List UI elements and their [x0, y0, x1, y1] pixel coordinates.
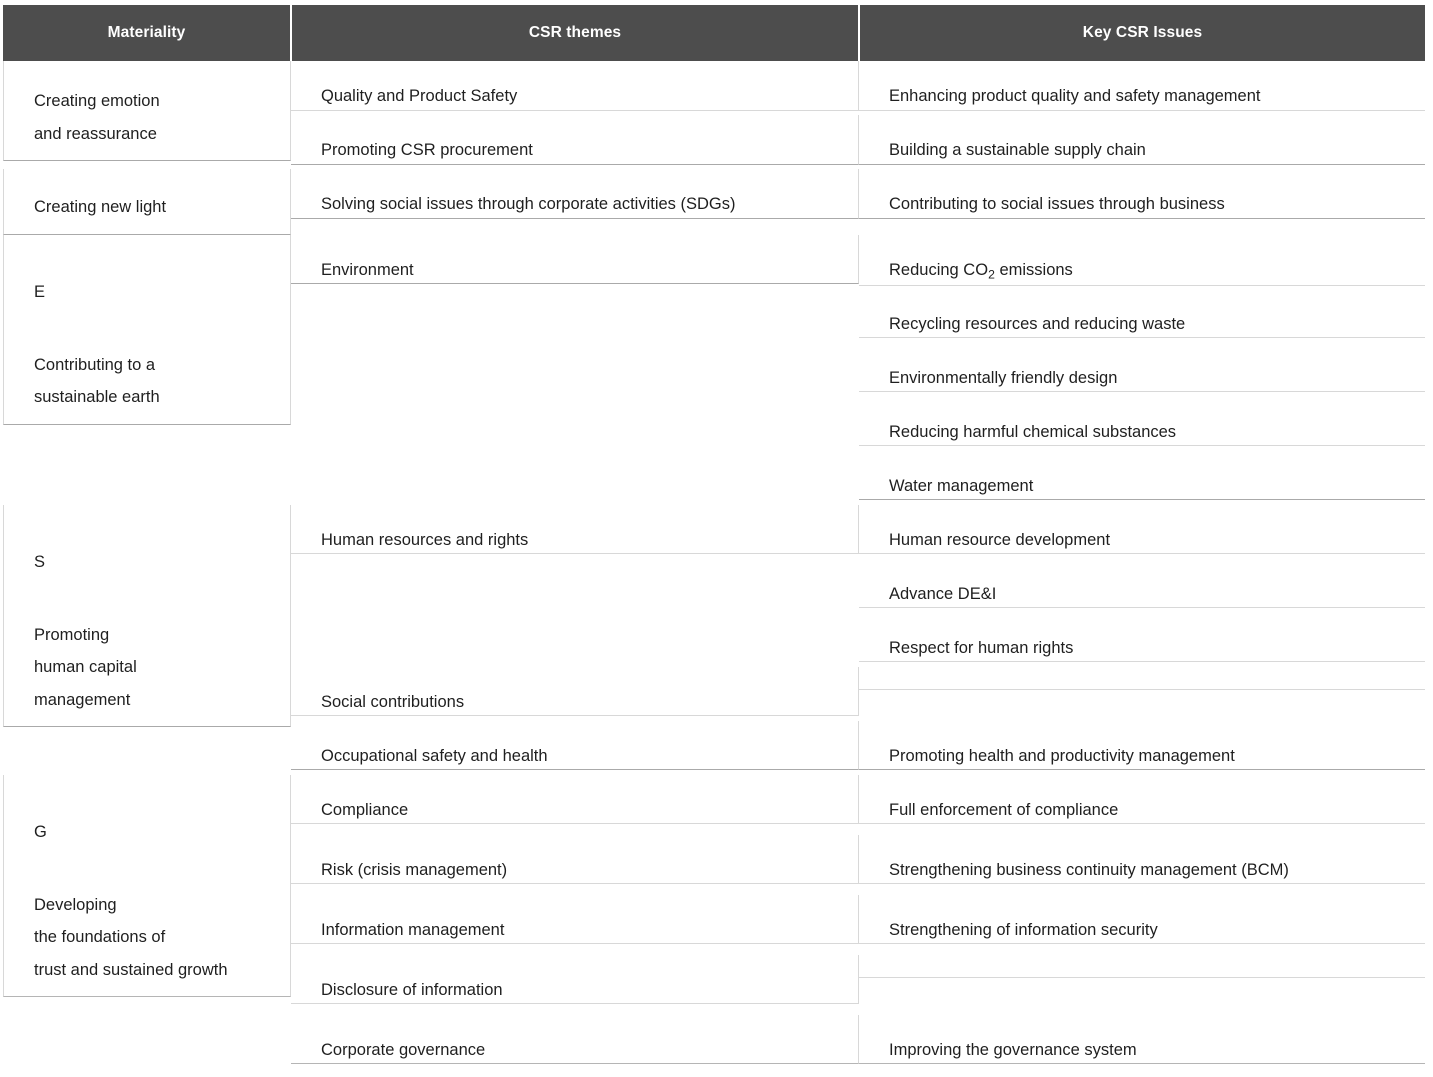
table-header — [3, 5, 1425, 61]
key-issue-text: Reducing CO — [889, 260, 989, 279]
col-header-csr-themes: CSR themes — [291, 5, 859, 61]
key-issue-label: Full enforcement of compliance — [859, 775, 1425, 825]
key-issue-label: Strengthening of information security — [859, 895, 1425, 945]
materiality-group-label — [3, 169, 291, 235]
header-row — [3, 5, 1425, 61]
key-issue-cell — [859, 397, 1425, 451]
csr-theme-label: Corporate governance — [291, 1015, 859, 1065]
key-issue-label: Enhancing product quality and safety management — [859, 61, 1425, 111]
csr-theme-label: Quality and Product Safety — [291, 61, 859, 111]
materiality-group-label — [3, 505, 291, 728]
key-issue-label: Recycling resources and reducing waste — [859, 289, 1425, 339]
key-issue-label — [859, 235, 1425, 286]
materiality-group-cell — [3, 775, 291, 1077]
key-issue-label: Promoting health and productivity management — [859, 721, 1425, 771]
csr-theme-cell — [291, 1015, 859, 1077]
key-issue-cell — [859, 343, 1425, 397]
key-issue-label: Advance DE&I — [859, 559, 1425, 609]
key-issue-cell — [859, 1015, 1425, 1077]
key-issue-text-tail: emissions — [994, 260, 1073, 279]
key-issue-cell — [859, 721, 1425, 775]
key-issue-label — [859, 955, 1425, 978]
key-issue-label: Respect for human rights — [859, 613, 1425, 663]
key-issue-cell — [859, 835, 1425, 895]
key-issue-cell — [859, 613, 1425, 667]
table-row — [3, 775, 1425, 835]
materiality-group-cell — [3, 505, 291, 775]
materiality-esg-letter: S — [34, 552, 46, 571]
csr-theme-cell — [291, 115, 859, 169]
key-issue-label: Strengthening business continuity management (BCM) — [859, 835, 1425, 885]
col-header-materiality: Materiality — [3, 5, 291, 61]
key-issue-cell — [859, 235, 1425, 289]
csr-theme-cell — [291, 505, 859, 667]
materiality-title-line: Contributing to a — [34, 355, 156, 374]
csr-theme-cell — [291, 61, 859, 115]
materiality-title-line: management — [34, 690, 131, 709]
table-row — [3, 505, 1425, 559]
key-issue-cell — [859, 289, 1425, 343]
csr-theme-label: Disclosure of information — [291, 955, 859, 1005]
materiality-title-line: Developing — [34, 895, 117, 914]
materiality-title — [34, 889, 276, 987]
csr-theme-cell — [291, 667, 859, 721]
key-issue-cell — [859, 895, 1425, 955]
table-body — [3, 61, 1425, 1077]
key-issue-cell — [859, 451, 1425, 505]
materiality-title-line: Promoting — [34, 625, 110, 644]
key-issue-cell — [859, 955, 1425, 1015]
csr-theme-cell — [291, 955, 859, 1015]
table-row — [3, 61, 1425, 115]
key-issue-label: Human resource development — [859, 505, 1425, 555]
materiality-title-line: Creating emotion — [34, 92, 160, 110]
key-issue-label: Building a sustainable supply chain — [859, 115, 1425, 165]
materiality-group-cell — [3, 235, 291, 505]
col-header-key-csr-issues: Key CSR Issues — [859, 5, 1425, 61]
key-issue-cell — [859, 559, 1425, 613]
materiality-title-line: trust and sustained growth — [34, 960, 228, 979]
key-issue-label: Contributing to social issues through business — [859, 169, 1425, 219]
table-row — [3, 235, 1425, 289]
key-issue-label: Environmentally friendly design — [859, 343, 1425, 393]
csr-theme-label: Promoting CSR procurement — [291, 115, 859, 165]
materiality-title-line: Creating new light — [34, 198, 167, 216]
subscript-2: 2 — [988, 266, 995, 281]
materiality-title-line: and reassurance — [34, 124, 157, 143]
csr-theme-label: Environment — [291, 235, 859, 285]
key-issue-label — [859, 667, 1425, 690]
csr-theme-label: Risk (crisis management) — [291, 835, 859, 885]
materiality-title-line: sustainable earth — [34, 388, 160, 407]
materiality-group-label — [3, 235, 291, 425]
materiality-title — [34, 349, 276, 414]
materiality-title-line: the foundations of — [34, 928, 166, 947]
csr-theme-label: Social contributions — [291, 667, 859, 717]
table-row — [3, 169, 1425, 235]
materiality-group-label — [3, 61, 291, 161]
key-issue-cell — [859, 61, 1425, 115]
csr-theme-cell — [291, 895, 859, 955]
csr-theme-cell — [291, 721, 859, 775]
csr-theme-label: Human resources and rights — [291, 505, 859, 555]
materiality-title-line: human capital — [34, 658, 137, 677]
materiality-title — [34, 619, 276, 717]
csr-theme-label: Occupational safety and health — [291, 721, 859, 771]
csr-theme-label: Solving social issues through corporate activities (SDGs) — [291, 169, 859, 219]
key-issue-cell — [859, 115, 1425, 169]
key-issue-cell — [859, 169, 1425, 235]
materiality-esg-letter: G — [34, 822, 47, 841]
csr-theme-cell — [291, 835, 859, 895]
key-issue-label: Reducing harmful chemical substances — [859, 397, 1425, 447]
materiality-title — [34, 191, 276, 224]
key-issue-label: Water management — [859, 451, 1425, 501]
csr-theme-label: Compliance — [291, 775, 859, 825]
materiality-title — [34, 85, 276, 150]
key-issue-label: Improving the governance system — [859, 1015, 1425, 1065]
key-issue-cell — [859, 775, 1425, 835]
csr-materiality-table — [3, 5, 1425, 1077]
csr-theme-cell — [291, 235, 859, 505]
csr-theme-cell — [291, 775, 859, 835]
materiality-group-label — [3, 775, 291, 998]
materiality-group-cell — [3, 169, 291, 235]
key-issue-cell — [859, 505, 1425, 559]
materiality-group-cell — [3, 61, 291, 169]
csr-theme-label: Information management — [291, 895, 859, 945]
materiality-esg-letter: E — [34, 282, 46, 301]
csr-theme-cell — [291, 169, 859, 235]
key-issue-cell — [859, 667, 1425, 721]
